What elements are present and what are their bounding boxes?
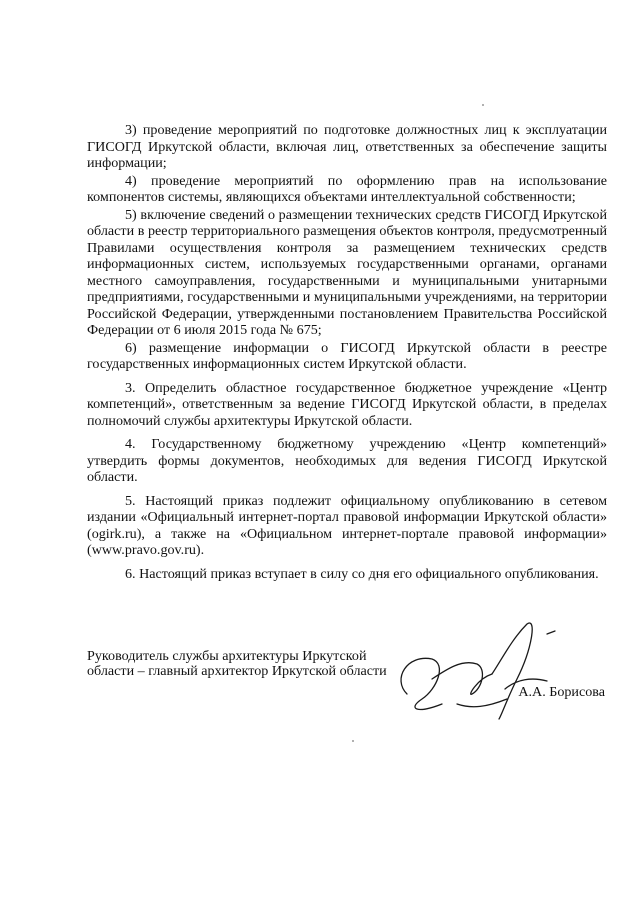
signer-position: Руководитель службы архитектуры Иркутской области – главный архитектор Иркутской области	[87, 648, 387, 679]
handwritten-signature	[387, 619, 587, 729]
paragraph-clause-6: 6. Настоящий приказ вступает в силу со дня его официального опубликования.	[125, 565, 599, 582]
scan-speck	[352, 740, 354, 742]
paragraph-clause-5: 5. Настоящий приказ подлежит официальному опубликованию в сетевом издании «Официальный интернет-портал правовой информации Иркутской области» (ogirk.ru), а также на «Официальном интернет-портале правовой информации» (www.pravo.gov.ru).	[87, 492, 607, 558]
document-body	[87, 122, 607, 583]
scan-speck	[482, 104, 484, 106]
paragraph-item-6: 6) размещение информации о ГИСОГД Иркутской области в реестре государственных информационных систем Иркутской области.	[87, 339, 607, 372]
paragraph-item-3: 3) проведение мероприятий по подготовке должностных лиц к эксплуатации ГИСОГД Иркутской области, включая лиц, ответственных за обеспечение защиты информации;	[87, 122, 607, 171]
paragraph-item-5: 5) включение сведений о размещении технических средств ГИСОГД Иркутской области в реестр территориального размещения объектов контроля, предусмотренный Правилами осуществления контроля за размещением технических средств информационных систем, используемых государственными органами, органами местного самоуправления, государственными и муниципальными унитарными предприятиями, государственными и муниципальными учреждениями, на территории Российской Федерации, утвержденными постановлением Правительства Российской Федерации от 6 июля 2015 года № 675;	[87, 206, 607, 338]
signer-name: А.А. Борисова	[518, 684, 605, 700]
paragraph-item-4: 4) проведение мероприятий по оформлению прав на использование компонентов системы, являющихся объектами интеллектуальной собственности;	[87, 172, 607, 205]
paragraph-clause-4: 4. Государственному бюджетному учреждению «Центр компетенций» утвердить формы документов, необходимых для ведения ГИСОГД Иркутской области.	[87, 436, 607, 485]
signature-block	[87, 649, 607, 729]
paragraph-clause-3: 3. Определить областное государственное бюджетное учреждение «Центр компетенций», ответственным за ведение ГИСОГД Иркутской области, в пределах полномочий службы архитектуры Иркутской области.	[87, 379, 607, 429]
